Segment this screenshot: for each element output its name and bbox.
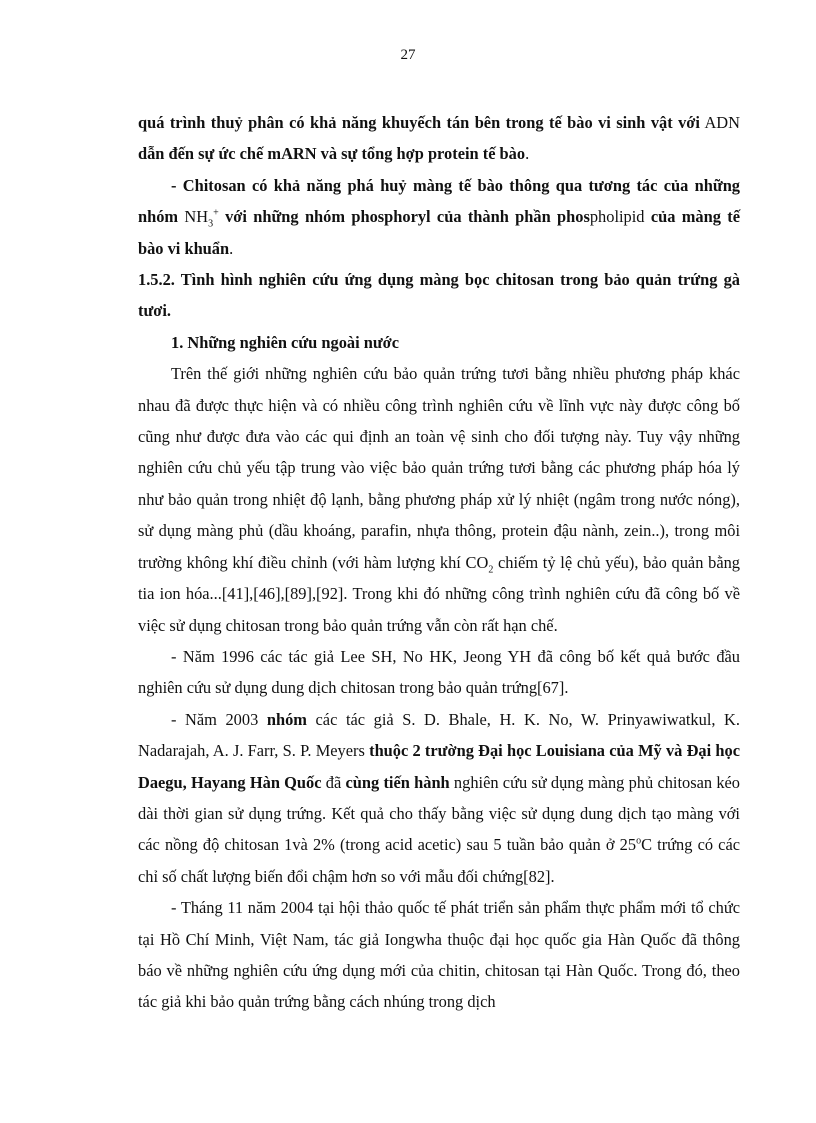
section-heading: 1.5.2. Tình hình nghiên cứu ứng dụng màng bọc chitosan trong bảo quản trứng gà tươi. (138, 270, 740, 321)
paragraph-overview: Trên thế giới những nghiên cứu bảo quản trứng tươi bằng nhiều phương pháp khác nhau đã được thực hiện và có nhiều công trình nghiên cứu về lĩnh vực này được công bố cũng như được đưa vào các qui định an toàn vệ sinh cho đối tượng này. Tuy vậy những nghiên cứu chủ yếu tập trung vào việc bảo quản trứng tươi bằng các phương pháp hóa lý như bảo quản trong nhiệt độ lạnh, bằng phương pháp xử lý nhiệt (ngâm trong nước nóng), sử dụng màng phủ (dầu khoáng, parafin, nhựa thông, protein đậu nành, zein..), trong môi trường không khí điều chỉnh (với hàm lượng khí $CO_2$ chiếm tỷ lệ chủ yếu), bảo quản bằng tia ion hóa...[41],[46],[89],[92]. Trong khi đó những công trình nghiên cứu đã công bố về việc sử dụng chitosan trong bảo quản trứng vẫn còn rất hạn chế. (138, 364, 740, 635)
paragraph-2003-study: - Năm 2003 nhóm các tác giả S. D. Bhale, H. K. No, W. Prinyawiwatkul, K. Nadarajah, A. J. Farr, S. P. Meyers thuộc 2 trường Đại học Louisiana của Mỹ và Đại học Daegu, Hayang Hàn Quốc đã cùng tiến hành nghiên cứu sử dụng màng phủ chitosan kéo dài thời gian sử dụng trứng. Kết quả cho thấy bằng việc sử dụng dung dịch tạo màng với các nồng độ chitosan 1và 2% (trong acid acetic) sau 5 tuần bảo quản ở 25$^o$C trứng có các chỉ số chất lượng biến đổi chậm hơn so với mẫu đối chứng[82]. (138, 709, 741, 886)
subsection-heading: 1. Những nghiên cứu ngoài nước (171, 332, 400, 352)
paragraph-antibacterial-mechanism-1: quá trình thuỷ phân có khả năng khuyếch tán bên trong tế bào vi sinh vật với ADN dẫn đến sự ức chế mARN và sự tổng hợp protein tế bào. (138, 113, 740, 164)
paragraph-1996-study: - Năm 1996 các tác giả Lee SH, No HK, Jeong YH đã công bố kết quả bước đầu nghiên cứu sử dụng dung dịch chitosan trong bảo quản trứng[67]. (138, 646, 740, 698)
page-number: 27 (400, 47, 416, 63)
page-content (138, 107, 740, 1018)
paragraph-antibacterial-mechanism-2: - Chitosan có khả năng phá huỷ màng tế bào thông qua tương tác của những nhóm $NH_3^+$ với những nhóm phosphoryl của thành phần phospholipid của màng tế bào vi khuẩn. (138, 175, 740, 258)
paragraph-2004-conference: - Tháng 11 năm 2004 tại hội thảo quốc tế phát triển sản phẩm thực phẩm mới tổ chức tại Hồ Chí Minh, Việt Nam, tác giả Iongwha thuộc đại học quốc gia Hàn Quốc đã thông báo về những nghiên cứu ứng dụng mới của chitin, chitosan tại Hàn Quốc. Trong đó, theo tác giả khi bảo quản trứng bằng cách nhúng trong dịch (138, 898, 740, 1012)
